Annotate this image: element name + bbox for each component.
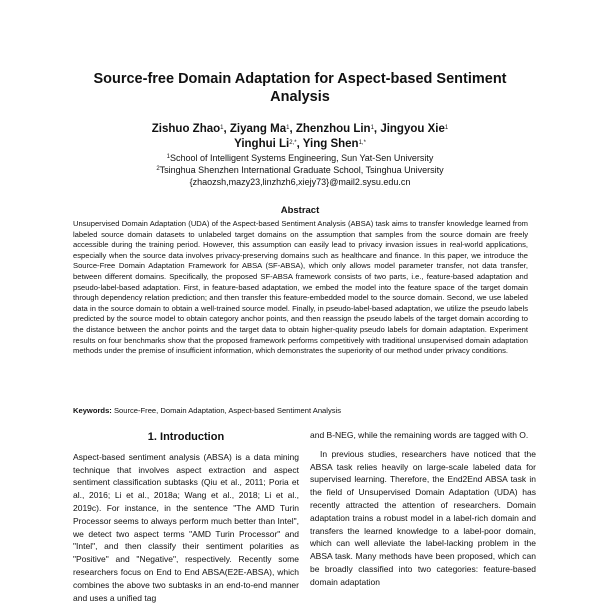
keywords: Keywords: Source-Free, Domain Adaptation, Aspect-based Sentiment Analysis	[73, 406, 342, 415]
affiliation: $^1$School of Intelligent Systems Engineering, Sun Yat-Sen University	[166, 153, 434, 163]
abstract-heading: Abstract	[280, 205, 320, 216]
affiliation: $^2$Tsinghua Shenzhen International Graduate School, Tsinghua University	[156, 165, 444, 175]
author: Zishuo Zhao$^1$,	[151, 123, 230, 135]
right-column	[310, 429, 536, 595]
author: Ying Shen$^{1,*}$	[302, 138, 366, 150]
section-heading-introduction: 1. Introduction	[147, 431, 225, 443]
author-list	[60, 122, 540, 152]
author: Zhenzhou Lin$^1$,	[295, 123, 381, 135]
affiliations	[60, 152, 540, 188]
author: Jingyou Xie$^1$	[380, 123, 449, 135]
author: Yinghui $Li^{2,*}$,	[234, 138, 303, 150]
body-paragraph: In previous studies, researchers have noticed that the ABSA task relies heavily on large-scale labeled data for supervised learning. Therefore, the End2End ABSA task in the field of Unsupervised Domain Adaptation (UDA) has recently attracted the attention of researchers. Domain adaptation trains a robust model in a label-rich domain and transfers the learned knowledge to a label-poor domain, which can well alleviate the label-lacking problem in the ABSA task. Many methods have been proposed, which can be broadly classified into two categories: feature-based domain adaptation	[310, 448, 536, 587]
body-paragraph: Aspect-based sentiment analysis (ABSA) is a data mining technique that involves aspect extraction and aspect sentiment classification subtasks (Qiu et al., 2011; Poria et al., 2016; Li et al., 2018a; Wang et al., 2018; Li et al., 2019c). For instance, in the sentence "The AMD Turin Processor seems to always perform much better than Intel", we detect two aspect terms "AMD Turin Processor" and "Intel", and then classify their sentiment polarities as "Positive" and "Negative", respectively. Recently some researchers focus on End to End ABSA(E2E-ABSA), which combines the above two subtasks in an end-to-end manner and uses a unified tag	[73, 451, 299, 603]
author: Ziyang Ma$^1$,	[229, 123, 296, 135]
author-emails: {zhaozsh,mazy23,linzhzh6,xiejy73}@mail2.sysu.edu.cn	[189, 177, 411, 187]
paper-title: Source-free Domain Adaptation for Aspect-based Sentiment Analysis	[93, 71, 507, 105]
abstract-text: Unsupervised Domain Adaptation (UDA) of the Aspect-based Sentiment Analysis (ABSA) task aims to transfer knowledge learned from labeled source domain datasets to unlabeled target domains on the assumption that samples from the source domain are freely accessible during the training period. However, this assumption can easily lead to privacy invasion issues in real-world applications, especially when the source data involves privacy-preserving domains such as healthcare and finance. In this paper, we introduce the Source-Free Domain Adaptation Framework for ABSA (SF-ABSA), which only allows model parameter transfer, not data transfer, between different domains. Specifically, the proposed SF-ABSA framework consists of two parts, i.e., feature-based adaptation and pseudo-label-based adaptation. First, in feature-based adaptation, we embed the model into the feature space of the target domain through dependency relation prediction; and then transfer this feature-embedded model to the source domain. Second, we use labeled data in the source domain to obtain a well-trained source model. Finally, in pseudo-label-based adaptation, we utilize the pseudo labels predicted by the source model to obtain category anchor points, and then reassign the pseudo labels of the target domain according to the distance between the anchor points and the target data to obtain higher-quality pseudo labels for domain adaptation. Experiment results on four benchmarks show that the proposed framework performs competitively with traditional unsupervised domain adaptation methods under the premise of insufficient information, which demonstrates the superiority of our method under privacy conditions.	[73, 219, 528, 356]
body-paragraph: and B-NEG, while the remaining words are tagged with O.	[310, 430, 529, 440]
left-column	[73, 431, 299, 610]
